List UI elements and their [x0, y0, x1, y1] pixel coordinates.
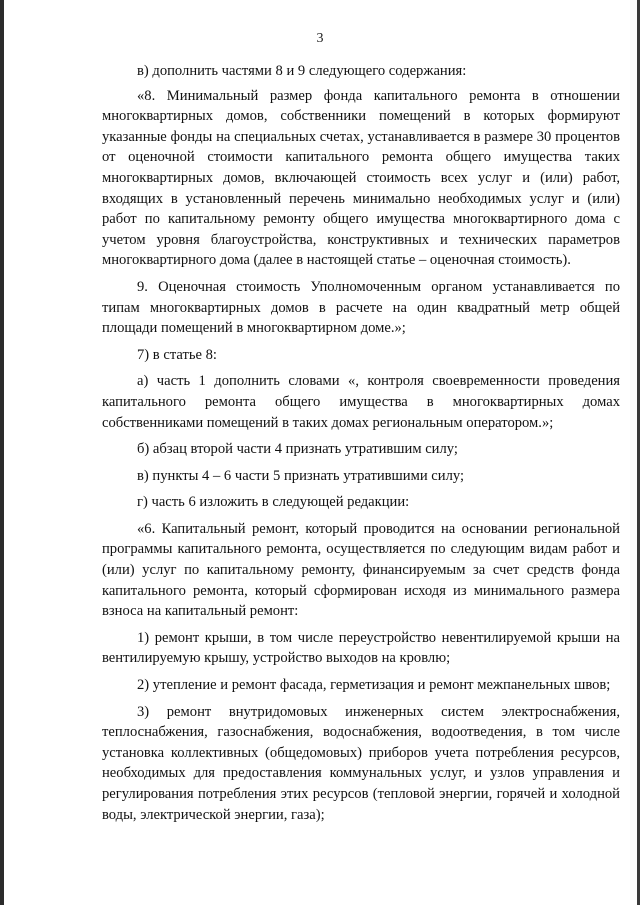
paragraph-part-6: «6. Капитальный ремонт, который проводится на основании региональной программы капитального ремонта, осуществляется по следующим видам работ и (или) услуг по капитальному ремонту, финансируемым за счет средств фонда капитального ремонта, который сформирован исходя из минимального размера взноса на капитальный ремонт:: [102, 520, 620, 620]
document-body: [102, 61, 620, 831]
paragraph-subitem-g: г) часть 6 изложить в следующей редакции:: [137, 494, 410, 511]
paragraph-subitem-a: а) часть 1 дополнить словами «, контроля своевременности проведения капитального ремонта общего имущества в многоквартирных домах собственниками помещений в таких домах региональным оператором.»;: [102, 373, 620, 431]
paragraph-amend-intro: в) дополнить частями 8 и 9 следующего содержания:: [137, 63, 467, 79]
paragraph-item-7: 7) в статье 8:: [137, 346, 217, 363]
paragraph-subitem-b: б) абзац второй части 4 признать утратившим силу;: [137, 441, 458, 458]
paragraph-work-3: 3) ремонт внутридомовых инженерных систем электроснабжения, теплоснабжения, газоснабжения, водоснабжения, водоотведения, в том числе установка коллективных (общедомовых) приборов учета потребления ресурсов, необходимых для предоставления коммунальных услуг, и узлов управления и регулирования потребления этих ресурсов (тепловой энергии, горячей и холодной воды, электрической энергии, газа);: [102, 703, 620, 823]
scan-edge-left: [0, 0, 4, 905]
paragraph-part-8: «8. Минимальный размер фонда капитального ремонта в отношении многоквартирных домов, собственники помещений в которых формируют указанные фонды на специальных счетах, устанавливается в размере 30 процентов от оценочной стоимости капитального ремонта общего имущества таких многоквартирных домов, включающей стоимость всех услуг и (или) работ, входящих в установленный перечень минимально необходимых услуг и (или) работ по капитальному ремонту общего имущества многоквартирного дома с учетом уровня благоустройства, конструктивных и технических параметров многоквартирного дома (далее в настоящей статье – оценочная стоимость).: [102, 87, 620, 269]
page-number: 3: [316, 31, 324, 46]
paragraph-work-2: 2) утепление и ремонт фасада, герметизация и ремонт межпанельных швов;: [137, 677, 611, 694]
paragraph-subitem-v: в) пункты 4 – 6 части 5 признать утратившими силу;: [137, 467, 465, 484]
paragraph-work-1: 1) ремонт крыши, в том числе переустройство невентилируемой крыши на вентилируемую крышу, устройство выходов на кровлю;: [102, 629, 620, 667]
paragraph-part-9: 9. Оценочная стоимость Уполномоченным органом устанавливается по типам многоквартирных домов в расчете на один квадратный метр общей площади помещений в многоквартирном доме.»;: [102, 278, 620, 337]
